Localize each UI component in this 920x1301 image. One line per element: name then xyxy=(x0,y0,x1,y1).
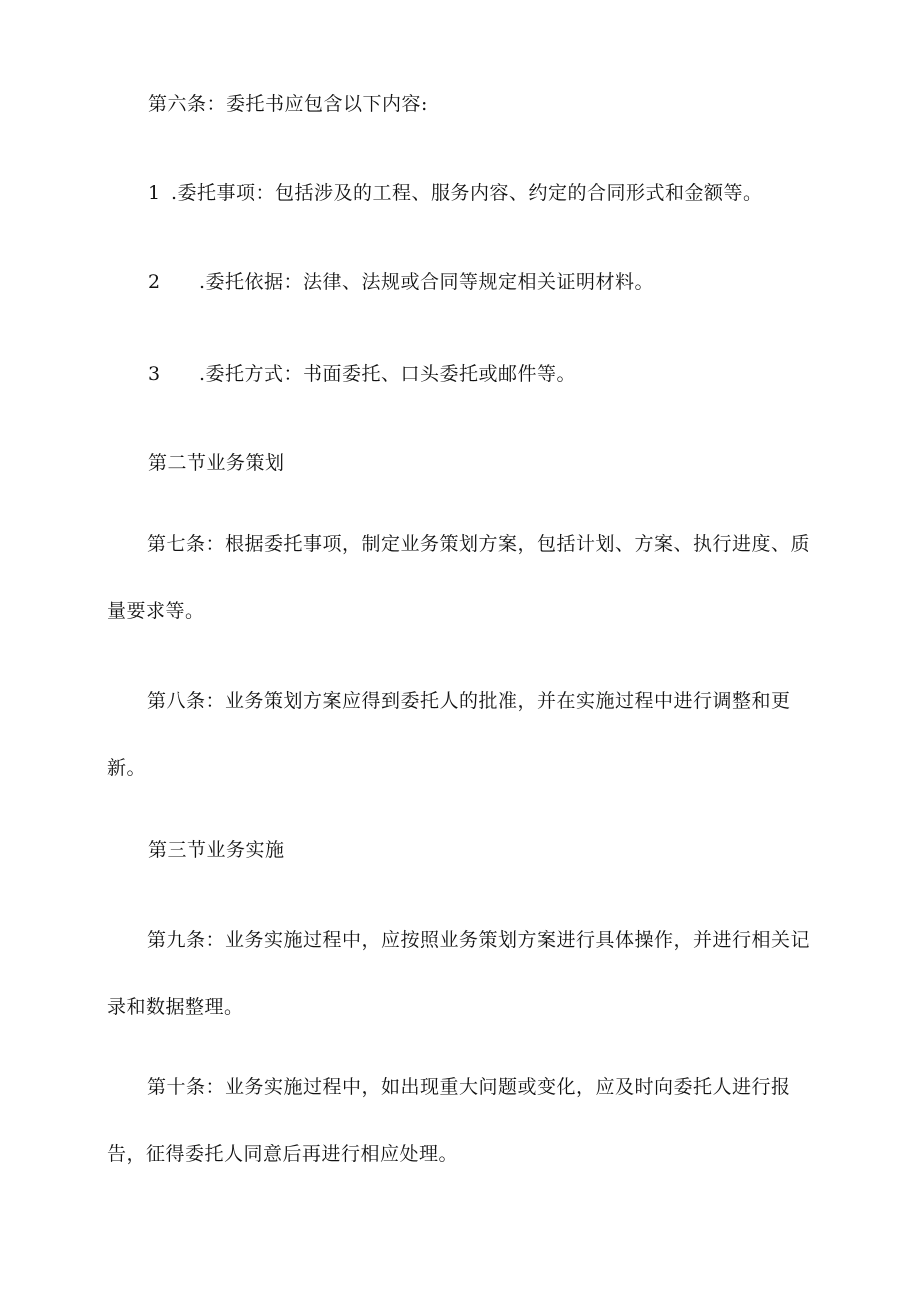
item-3-number: 3 xyxy=(148,363,161,385)
item-2-text: .委托依据：法律、法规或合同等规定相关证明材料。 xyxy=(199,271,655,293)
section-3-title: 第三节业务实施 xyxy=(148,839,285,861)
item-1-text: .委托事项：包括涉及的工程、服务内容、约定的合同形式和金额等。 xyxy=(171,182,763,204)
item-1-number: 1 xyxy=(148,182,161,204)
article-8-paragraph: 第八条：业务策划方案应得到委托人的批准，并在实施过程中进行调整和更新。 xyxy=(107,690,791,779)
article-9-paragraph: 第九条：业务实施过程中，应按照业务策划方案进行具体操作，并进行相关记录和数据整理。 xyxy=(107,929,811,1018)
article-6-heading: 第六条：委托书应包含以下内容: xyxy=(148,93,428,115)
article-10-paragraph: 第十条：业务实施过程中，如出现重大问题或变化，应及时向委托人进行报告，征得委托人同意后再进行相应处理。 xyxy=(107,1076,791,1165)
section-2-title: 第二节业务策划 xyxy=(148,452,285,474)
item-3-text: .委托方式：书面委托、口头委托或邮件等。 xyxy=(199,363,577,385)
item-2-number: 2 xyxy=(148,271,161,293)
article-7-paragraph: 第七条：根据委托事项，制定业务策划方案，包括计划、方案、执行进度、质量要求等。 xyxy=(107,533,811,622)
